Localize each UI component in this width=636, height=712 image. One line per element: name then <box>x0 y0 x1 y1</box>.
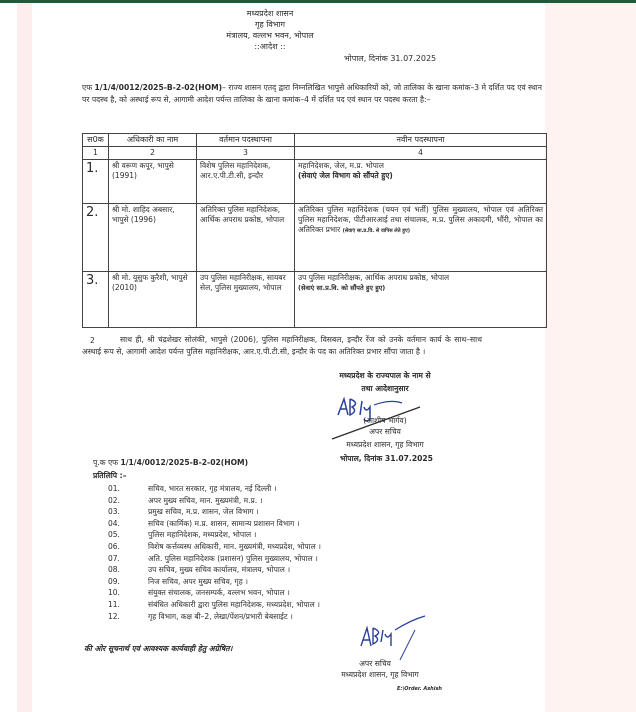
copy-file-number: 1/1/4/0012/2025-B-2-02(HOM) <box>120 458 249 467</box>
list-item: 05. पुलिस महानिदेशक, मध्यप्रदेश, भोपाल । <box>108 530 257 540</box>
order-prefix: एफ <box>82 83 93 92</box>
col-header-new: नवीन पदस्थापना <box>295 134 547 147</box>
left-strip <box>17 3 32 712</box>
col-number: 4 <box>295 147 547 160</box>
list-item: 07. अति. पुलिस महानिदेशक (प्रशासन) पुलिस मुख्यालय, भोपाल । <box>108 553 318 563</box>
new-posting-note: (सेवाएं जेल विभाग को सौंपते हुए) <box>298 171 393 180</box>
order-file-number: 1/1/4/0012/2025-B-2-02(HOM) <box>94 83 223 92</box>
order-text: – राज्य शासन एतद् द्वारा निम्नलिखित भापुसे अधिकारियों को, जो तालिका के खाना कमांक–3 मे दर्शित पद एवं स्थान पर पदस्थ है, को अस्थाई रूप से, आगामी आदेश पर्यन्त तालिका के खाना कमांक–4 में दर्शित पद एवं स्थान पर पदस्थ करता है:– <box>82 83 542 104</box>
header-address: मंत्रालय, वल्लभ भवन, भोपाल <box>226 31 314 40</box>
para2-text: साथ ही, श्री चंद्रशेखर सोलंकी, भापुसे (2006), पुलिस महानिरीक्षक, विसबल, इन्दौर रेंज को उनके वर्तमान कार्य के साथ–साथ अस्थाई रूप से, आगामी आदेश पर्यन्त पुलिस महानिरीक्षक, आर.ए.पी.टी.सी, इन्दौर के पद का अतिरिक्त प्रभार सौंपा जाता है । <box>82 335 482 356</box>
header-date: भोपाल, दिनांक 31.07.2025 <box>344 54 437 63</box>
row-name: श्री वरूण कपूर, भापुसे (1991) <box>109 160 197 204</box>
table-row <box>83 160 547 204</box>
new-posting-text: महानिदेशक, जेल, म.प्र. भोपाल <box>298 161 384 170</box>
list-item: 09. निज सचिव, अपर मुख्य सचिव, गृह । <box>108 576 248 586</box>
new-posting-text: अतिरिक्त पुलिस महानिदेशक (चयन एवं भर्ती) पुलिस मुख्यालय, भोपाल एवं अतिरिक्त पुलिस महानिदेशक, पीटीआरआई तथा संचालक, म.प्र. पुलिस अकादमी, भौंरी, भोपाल का अतिरिक्त प्रभार <box>298 205 543 234</box>
row-new-posting <box>295 160 547 204</box>
table-colnum-row <box>83 147 547 160</box>
copy-list <box>108 484 321 623</box>
table-row <box>83 204 547 272</box>
copy-designation: अपर सचिव <box>359 659 391 668</box>
col-number: 1 <box>83 147 109 160</box>
list-item: 12. गृह विभाग, कक्ष बी–2, लेखा/पेंशन/प्रभारी बेबसाईट । <box>108 611 293 621</box>
left-margin <box>0 3 17 712</box>
row-name: श्री मो. यूसुफ कुरैशी, भापुसे (2010) <box>109 272 197 328</box>
file-footer: E:\Order. Ashish <box>397 686 442 692</box>
header-government: मध्यप्रदेश शासन <box>246 9 294 18</box>
row-current-posting: उप पुलिस महानिरीक्षक, सायबर सेल, पुलिस मुख्यालय, भोपाल <box>197 272 295 328</box>
list-item: 08. उप सचिव, मुख्य सचिव कार्यालय, मंत्रालय, भोपाल । <box>108 565 291 575</box>
list-item: 03. प्रमुख सचिव, म.प्र. शासन, जेल विभाग । <box>108 507 259 517</box>
copy-closing: की ओर सूचनार्थ एवं आवश्यक कार्यवाही हेतु अग्रेषित। <box>84 644 233 653</box>
copy-reference <box>93 458 248 468</box>
table-row <box>83 272 547 328</box>
list-item: 10. संयुक्त संचालक, जनसम्पर्क, वल्लभ भवन, भोपाल । <box>108 588 290 598</box>
list-item: 06. विशेष कर्त्तव्यस्थ अधिकारी, मान. मुख्यमंत्री, मध्यप्रदेश, भोपाल । <box>108 541 321 551</box>
signature-2 <box>355 612 445 662</box>
header-order-title: ::आदेश :: <box>254 42 286 51</box>
list-item: 02. अपर मुख्य सचिव, मान. मुख्यमंत्री, म.प्र. । <box>108 495 263 505</box>
row-new-posting <box>295 204 547 272</box>
new-posting-note: (सेवाएं सा.प्र.वि. को सौंपते हुए हुए) <box>298 284 386 292</box>
table-header-row <box>83 134 547 147</box>
signatory-department: मध्यप्रदेश शासन, गृह विभाग <box>346 440 424 449</box>
authority-date: भोपाल, दिनांक 31.07.2025 <box>340 454 433 463</box>
col-header-sno: स0क <box>83 134 109 147</box>
col-number: 3 <box>197 147 295 160</box>
row-sno: 3. <box>83 272 109 328</box>
list-item: 11. संबंधित अधिकारी द्वारा पुलिस महानिदेशक, मध्यप्रदेश, भोपाल । <box>108 599 320 609</box>
row-current-posting: अतिरिक्त पुलिस महानिदेशक, आर्थिक अपराध प्रकोष्ठ, भोपाल <box>197 204 295 272</box>
col-number: 2 <box>109 147 197 160</box>
list-item: 01. सचिव, भारत सरकार, गृह मंत्रालय, नई दिल्ली । <box>108 484 277 493</box>
new-posting-text: उप पुलिस महानिरीक्षक, आर्थिक अपराध प्रकोष्ठ, भोपाल <box>298 273 450 282</box>
new-posting-note: (सेवाएं सा.प्र.वि. से वापिस लेते हुए) <box>342 228 410 234</box>
col-header-name: अधिकारी का नाम <box>109 134 197 147</box>
copy-prefix: पृ.क एफ <box>93 458 119 467</box>
col-header-current: वर्तमान पदस्थापना <box>197 134 295 147</box>
copy-label: प्रतिलिपि :– <box>93 471 127 480</box>
header-department: गृह विभाग <box>254 20 285 29</box>
row-new-posting <box>295 272 547 328</box>
row-name: श्री मो. शाहिद अबसार, भापुसे (1996) <box>109 204 197 272</box>
authority-line1: मध्यप्रदेश के राज्यपाल के नाम से <box>339 371 431 380</box>
row-sno: 1. <box>83 160 109 204</box>
copy-department: मध्यप्रदेश शासन, गृह विभाग <box>341 670 419 679</box>
signatory-designation: अपर सचिव <box>369 427 401 436</box>
posting-table <box>82 133 547 328</box>
authority-line2: तथा आदेशानुसार <box>361 384 409 393</box>
row-current-posting: विशेष पुलिस महानिदेशक, आर.ए.पी.टी.सी, इन्दौर <box>197 160 295 204</box>
signatory-name: (आशीष भार्गव) <box>363 416 407 425</box>
para2-number: 2 <box>90 336 95 345</box>
list-item: 04. सचिव (कार्मिक) म.प्र. शासन, सामान्य प्रशासन विभाग । <box>108 518 300 528</box>
row-sno: 2. <box>83 204 109 272</box>
order-paragraph <box>82 82 542 105</box>
